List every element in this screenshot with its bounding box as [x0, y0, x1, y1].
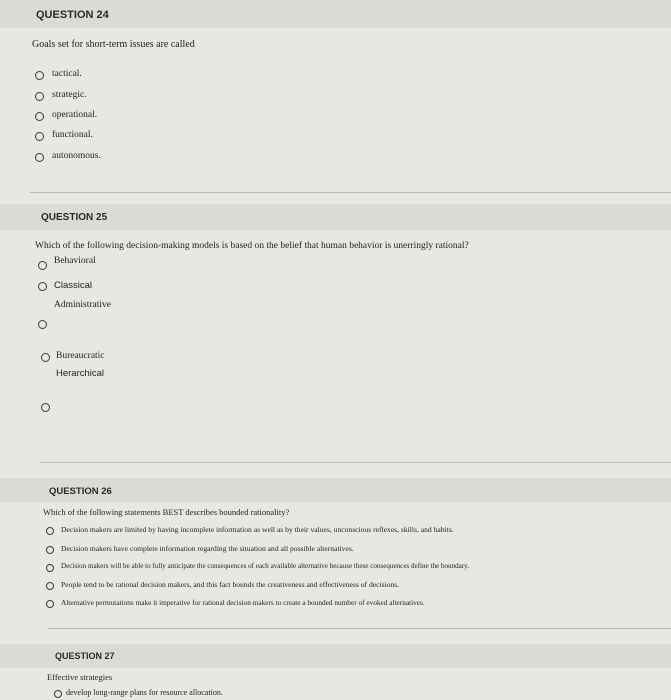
q24-prompt: Goals set for short-term issues are called	[32, 39, 195, 50]
q25-option-label: Herarchical	[56, 368, 105, 379]
q26-option-label: People tend to be rational decision makers, and this fact bounds the creativeness and effectiveness of decisions.	[61, 580, 400, 589]
divider	[30, 192, 671, 193]
q26-option-label: Alternative permutations make it imperative for rational decision makers to create a bounded number of evoked alternatives.	[61, 598, 425, 607]
q24-option-label: autonomous.	[52, 151, 101, 161]
q24-option-label: functional.	[52, 130, 93, 140]
radio-button[interactable]	[35, 112, 44, 121]
radio-button[interactable]	[38, 320, 47, 329]
radio-button[interactable]	[46, 546, 54, 554]
radio-button[interactable]	[35, 153, 44, 162]
radio-button[interactable]	[38, 261, 47, 270]
radio-button[interactable]	[46, 527, 54, 535]
q25-prompt: Which of the following decision-making models is based on the belief that human behavior is unerringly rational?	[35, 241, 469, 251]
radio-button[interactable]	[46, 600, 54, 608]
radio-button[interactable]	[35, 92, 44, 101]
radio-button[interactable]	[35, 71, 44, 80]
q24-option-label: tactical.	[52, 69, 82, 79]
q24-option-label: operational.	[52, 110, 98, 120]
q24-header: QUESTION 24	[36, 9, 109, 21]
q26-prompt: Which of the following statements BEST describes bounded rationality?	[43, 507, 290, 517]
q26-option-label: Decision makers will be able to fully anticipate the consequences of each available alternative because these consequences define the boundary.	[61, 562, 470, 570]
divider	[40, 462, 671, 463]
radio-button[interactable]	[54, 690, 62, 698]
radio-button[interactable]	[41, 403, 50, 412]
radio-button[interactable]	[46, 564, 54, 572]
divider	[48, 628, 671, 629]
q27-option-label: develop long-range plans for resource allocation.	[66, 688, 223, 697]
radio-button[interactable]	[46, 582, 54, 590]
q25-header: QUESTION 25	[41, 212, 108, 223]
radio-button[interactable]	[41, 353, 50, 362]
radio-button[interactable]	[35, 132, 44, 141]
radio-button[interactable]	[38, 282, 47, 291]
q26-option-label: Decision makers have complete information regarding the situation and all possible alternatives.	[61, 544, 354, 553]
q27-header: QUESTION 27	[55, 651, 115, 661]
q26-option-label: Decision makers are limited by having incomplete information as well as by their values, unconscious reflexes, skills, and habits.	[61, 525, 454, 534]
q26-header: QUESTION 26	[49, 486, 112, 497]
q24-option-label: strategic.	[52, 90, 87, 100]
q25-option-label: Behavioral	[54, 256, 96, 266]
q27-prompt: Effective strategies	[47, 672, 113, 682]
q25-option-label: Classical	[54, 280, 93, 291]
q25-option-label: Administrative	[54, 300, 111, 310]
q25-option-label: Bureaucratic	[56, 351, 105, 361]
